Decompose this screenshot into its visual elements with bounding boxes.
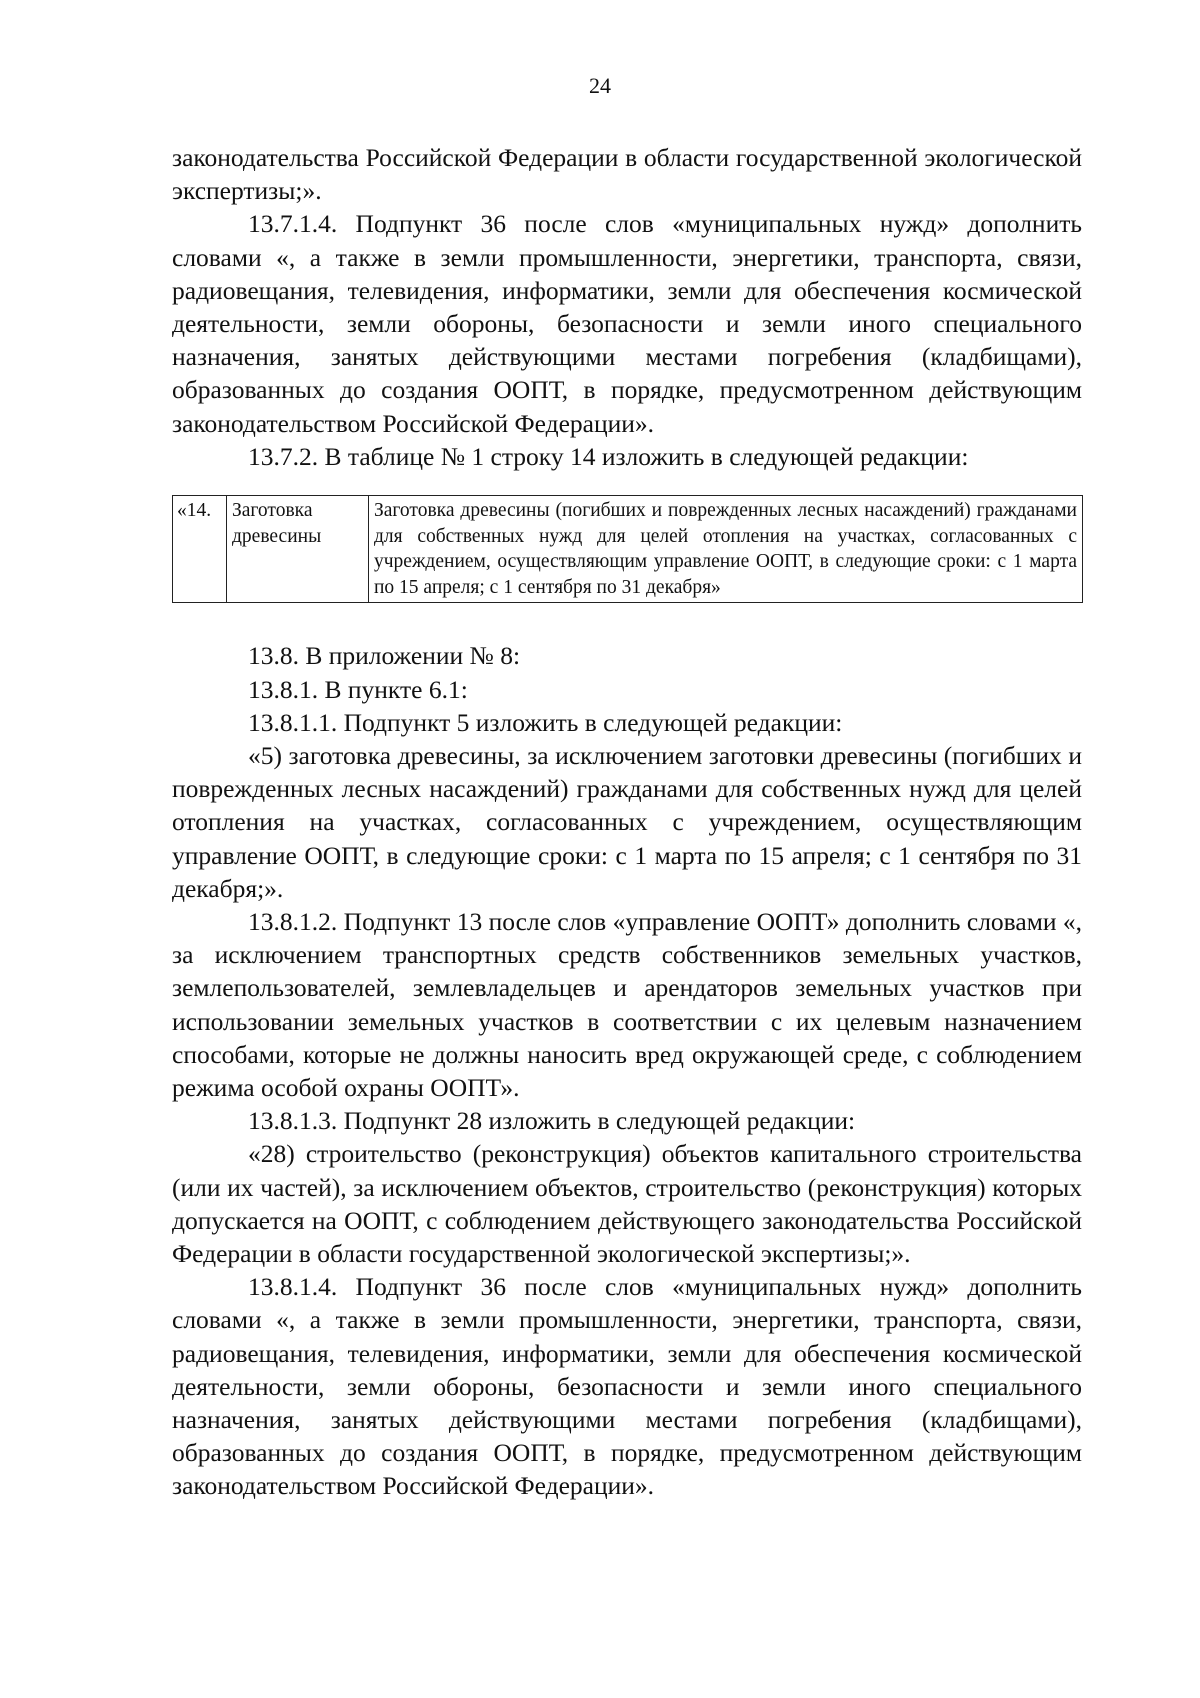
paragraph-13-8-1: 13.8.1. В пункте 6.1: [248, 674, 468, 704]
page-number: 24 [589, 73, 611, 98]
paragraph-continuation: законодательства Российской Федерации в области государственной экологической экспертизы;». [172, 143, 1082, 206]
paragraph-subitem-5: «5) заготовка древесины, за исключением заготовки древесины (погибших и поврежденных лесных насаждений) гражданами для собственных нужд для целей отопления на участках, согласованных с учреждением, осуществляющим управление ООПТ, в следующие сроки: с 1 марта по 15 апреля; с 1 сентября по 31 декабря;». [172, 741, 1082, 903]
paragraph-13-8-1-4: 13.8.1.4. Подпункт 36 после слов «муниципальных нужд» дополнить словами «, а также в земли промышленности, энергетики, транспорта, связи, радиовещания, телевидения, информатики, земли для обеспечения космической деятельности, земли обороны, безопасности и земли иного специального назначения, занятых действующими местами погребения (кладбищами), образованных до создания ООПТ, в порядке, предусмотренном действующим законодательством Российской Федерации». [172, 1272, 1082, 1501]
amendment-table-container [172, 495, 1082, 603]
table-cell-name: Заготовка древесины [227, 496, 369, 603]
table-cell-number: «14. [173, 496, 227, 603]
table-row [173, 496, 1083, 603]
amendment-table [172, 495, 1083, 603]
table-cell-description: Заготовка древесины (погибших и поврежденных лесных насаждений) гражданами для собственных нужд для целей отопления на участках, согласованных с учреждением, осуществляющим управление ООПТ, в следующие сроки: с 1 марта по 15 апреля; с 1 сентября по 31 декабря» [369, 496, 1083, 603]
paragraph-13-7-1-4: 13.7.1.4. Подпункт 36 после слов «муниципальных нужд» дополнить словами «, а также в земли промышленности, энергетики, транспорта, связи, радиовещания, телевидения, информатики, земли для обеспечения космической деятельности, земли обороны, безопасности и земли иного специального назначения, занятых действующими местами погребения (кладбищами), образованных до создания ООПТ, в порядке, предусмотренном действующим законодательством Российской Федерации». [172, 209, 1082, 438]
paragraph-13-8-1-1: 13.8.1.1. Подпункт 5 изложить в следующей редакции: [248, 707, 843, 737]
paragraph-13-8-1-3: 13.8.1.3. Подпункт 28 изложить в следующей редакции: [248, 1106, 856, 1136]
paragraph-13-7-2: 13.7.2. В таблице № 1 строку 14 изложить в следующей редакции: [248, 441, 969, 471]
paragraph-13-8: 13.8. В приложении № 8: [248, 641, 521, 671]
paragraph-13-8-1-2: 13.8.1.2. Подпункт 13 после слов «управление ООПТ» дополнить словами «, за исключением транспортных средств собственников земельных участков, землепользователей, землевладельцев и арендаторов земельных участков при использовании земельных участков в соответствии с их целевым назначением способами, которые не должны наносить вред окружающей среде, с соблюдением режима особой охраны ООПТ». [172, 907, 1082, 1103]
paragraph-subitem-28: «28) строительство (реконструкция) объектов капитального строительства (или их частей), за исключением объектов, строительство (реконструкция) которых допускается на ООПТ, с соблюдением действующего законодательства Российской Федерации в области государственной экологической экспертизы;». [172, 1139, 1082, 1269]
document-body [172, 141, 1082, 1503]
